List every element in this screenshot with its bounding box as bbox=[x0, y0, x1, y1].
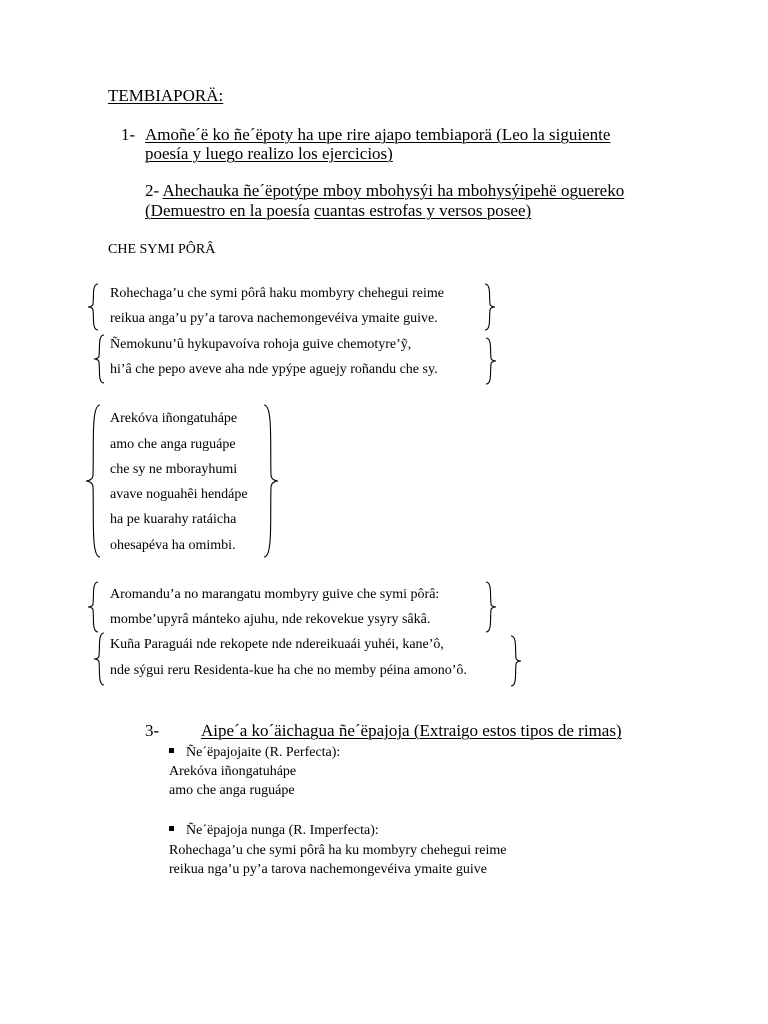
bullet-icon bbox=[169, 748, 174, 753]
instruction-2 bbox=[145, 181, 624, 201]
instruction-1-line2 bbox=[145, 144, 393, 164]
rhyme-imperfect-label-row bbox=[169, 823, 379, 839]
rhyme-imperfect-label: Ñe´ëpajoja nunga (R. Imperfecta): bbox=[186, 823, 379, 838]
poem-line: avave noguahêi hendápe bbox=[110, 487, 248, 502]
page-title: TEMBIAPORÄ: bbox=[108, 86, 224, 105]
poem-line: Kuña Paraguái nde rekopete nde ndereikuaái yuhéi, kane’ô, bbox=[110, 637, 444, 652]
bullet-icon bbox=[169, 826, 174, 831]
brace-right-1a bbox=[483, 284, 495, 330]
task-3-heading: Aipe´a ko´äichagua ñe´ëpajoja (Extraigo estos tipos de rimas) bbox=[201, 721, 622, 740]
rhyme-example-line: reikua nga’u py’a tarova nachemongevéiva ymaite guive bbox=[169, 862, 487, 877]
task-3-number: 3- bbox=[145, 721, 160, 740]
poem-line: mombe’upyrâ mánteko ajuhu, nde rekovekue ysyry sâkâ. bbox=[110, 612, 431, 627]
poem-line: ha pe kuarahy ratáicha bbox=[110, 512, 237, 527]
brace-left-2 bbox=[86, 405, 102, 557]
instruction-1-line2a: poesía y luego realizo los bbox=[145, 144, 323, 163]
instruction-1-number: 1- bbox=[121, 125, 136, 144]
brace-left-1a bbox=[88, 284, 100, 330]
poem-line: ohesapéva ha omimbi. bbox=[110, 538, 236, 553]
poem-line: amo che anga ruguápe bbox=[110, 437, 236, 452]
instruction-2-number: 2- bbox=[145, 181, 160, 200]
instruction-2-line2 bbox=[145, 201, 531, 221]
brace-left-3b bbox=[94, 633, 106, 685]
poem-line: nde sýgui reru Residenta-kue ha che no memby péina amono’ô. bbox=[110, 663, 467, 678]
rhyme-perfect-label-row bbox=[169, 745, 340, 761]
poem-line: reikua anga’u py’a tarova nachemongevéiva ymaite guive. bbox=[110, 311, 438, 326]
instruction-2-line2a: (Demuestro en la poesía bbox=[145, 201, 310, 220]
instruction-2-line2b: cuantas estrofas y versos posee) bbox=[314, 201, 532, 220]
poem-line: hi’â che pepo aveve aha nde ypýpe aguejy roñandu che sy. bbox=[110, 362, 438, 377]
poem-line: che sy ne mborayhumi bbox=[110, 462, 238, 477]
rhyme-example-line: Rohechaga’u che symi pôrâ ha ku mombyry chehegui reime bbox=[169, 843, 507, 858]
rhyme-example-line: amo che anga ruguápe bbox=[169, 783, 295, 798]
brace-right-2 bbox=[262, 405, 278, 557]
instruction-1-line2b: ejercicios) bbox=[322, 144, 393, 163]
instruction-2-line1: Ahechauka ñe´ëpotýpe mboy mbohysýi ha mbohysýipehë oguereko bbox=[162, 181, 625, 200]
brace-right-3b bbox=[509, 636, 521, 686]
poem-line: Rohechaga’u che symi pôrâ haku mombyry chehegui reime bbox=[110, 286, 444, 301]
brace-right-3a bbox=[484, 582, 496, 632]
instruction-1-line1: Amoñe´ë ko ñe´ëpoty ha upe rire ajapo tembiaporä (Leo la siguiente bbox=[145, 125, 611, 144]
brace-right-1b bbox=[484, 338, 496, 384]
poem-line: Aromandu’a no marangatu mombyry guive che symi pôrâ: bbox=[110, 587, 440, 602]
poem-line: Arekóva iñongatuhápe bbox=[110, 411, 238, 426]
brace-left-3a bbox=[88, 582, 100, 632]
brace-left-1b bbox=[94, 335, 106, 383]
rhyme-example-line: Arekóva iñongatuhápe bbox=[169, 764, 297, 779]
poem-title: CHE SYMI PÔRÂ bbox=[108, 242, 216, 257]
poem-line: Ñemokunu’û hykupavoíva rohoja guive chemotyre’ỹ, bbox=[110, 337, 412, 352]
rhyme-perfect-label: Ñe´ëpajojaite (R. Perfecta): bbox=[186, 745, 341, 760]
